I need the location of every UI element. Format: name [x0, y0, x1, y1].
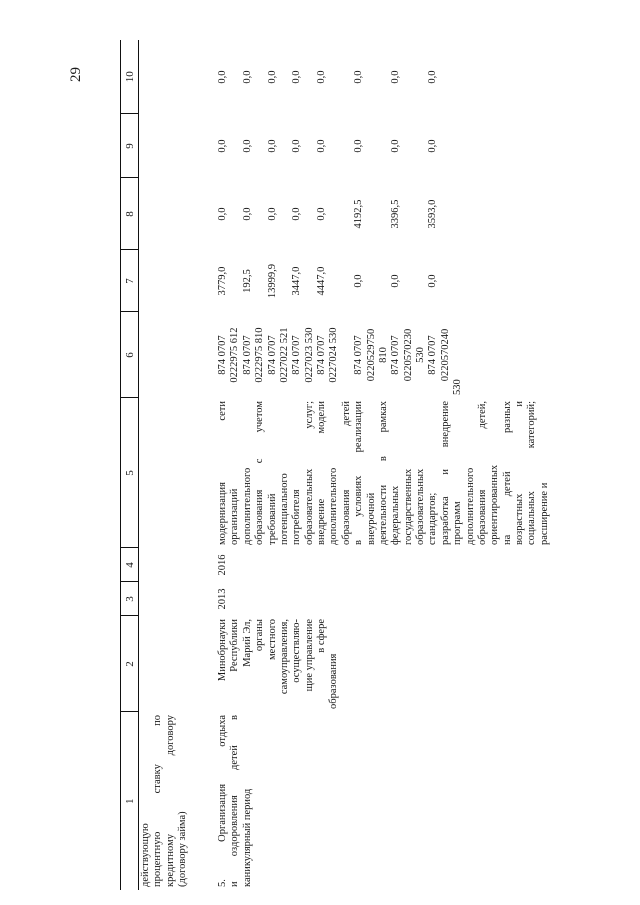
text-line: [452, 117, 464, 175]
text-line: ориентированных: [489, 464, 501, 545]
text-line: 0220570240: [439, 328, 451, 382]
text-line: [229, 253, 241, 309]
text-line: [341, 181, 353, 247]
text-line: социальных категорий;: [526, 401, 538, 545]
text-line: [304, 43, 316, 111]
text-line: [378, 43, 390, 111]
text-line: [229, 43, 241, 111]
text-line: самоуправления,: [278, 619, 290, 695]
text-line: на детей разных: [501, 401, 513, 545]
column-header-6: 6: [121, 312, 139, 398]
text-line: [415, 181, 427, 247]
column-header-3: 3: [121, 582, 139, 616]
text-line: 3593,0: [427, 199, 439, 229]
text-line: [440, 181, 452, 247]
text-line: дополнительного: [464, 467, 476, 545]
text-line: [279, 117, 291, 175]
text-line: [440, 117, 452, 175]
text-line: [341, 315, 353, 395]
text-line: образовательных услуг;: [303, 401, 315, 545]
text-line: [403, 43, 415, 111]
column-number-row: [121, 40, 139, 890]
column-header-8: 8: [121, 178, 139, 250]
text-line: [366, 253, 378, 309]
text-line: Республики: [229, 619, 241, 672]
column-header-2: 2: [121, 616, 139, 712]
text-line: [328, 181, 340, 247]
measure-description: [216, 398, 551, 548]
funding-col9: [216, 114, 551, 178]
text-line: в сфере: [316, 619, 327, 653]
text-line: 874 0707: [217, 335, 228, 375]
text-line: потребителя: [291, 489, 303, 545]
text-line: местного: [266, 619, 278, 660]
column-header-10: 10: [121, 40, 139, 114]
text-line: 0,0: [217, 70, 228, 84]
text-line: 0,0: [266, 70, 278, 84]
text-line: [452, 181, 464, 247]
text-line: 0,0: [241, 139, 253, 153]
text-line: 192,5: [241, 269, 253, 293]
text-line: 0227022 521: [278, 327, 290, 383]
text-line: 4447,0: [316, 266, 327, 296]
text-line: 13999,9: [266, 263, 278, 299]
text-line: организаций: [229, 488, 241, 545]
text-line: Минобрнауки: [217, 619, 228, 682]
column-header-7: 7: [121, 250, 139, 312]
funding-col10: [216, 40, 551, 114]
budget-classification-codes: [216, 312, 551, 398]
text-line: [229, 117, 241, 175]
responsible-executors: [216, 616, 551, 712]
text-line: [279, 43, 291, 111]
text-line: 0,0: [353, 274, 365, 288]
text-line: 0,0: [291, 70, 303, 84]
text-line: 874 0707: [390, 335, 402, 375]
text-line: [341, 43, 353, 111]
text-line: 3396,5: [390, 199, 402, 229]
text-line: [378, 253, 390, 309]
text-line: [403, 253, 415, 309]
text-line: 5. Организация отдыха: [217, 715, 228, 887]
text-line: осуществляю-: [291, 619, 303, 683]
text-line: 0,0: [291, 139, 303, 153]
text-line: [304, 181, 316, 247]
text-line: 530: [452, 379, 464, 395]
text-line: 0,0: [390, 139, 402, 153]
end-year: 2016: [217, 554, 228, 576]
text-line: программ: [452, 501, 464, 545]
text-line: внедрение модели: [316, 401, 327, 545]
text-line: [415, 253, 427, 309]
text-line: [403, 117, 415, 175]
text-line: дополнительного: [241, 467, 253, 545]
text-line: [328, 43, 340, 111]
text-line: 0220529750: [365, 328, 377, 382]
text-line: [328, 253, 340, 309]
funding-col7: [216, 250, 551, 312]
text-line: дополнительного: [328, 467, 340, 545]
text-line: 0,0: [241, 207, 253, 221]
text-line: в условиях реализации: [353, 401, 365, 545]
text-line: образования: [328, 653, 340, 709]
text-line: внеурочной: [365, 492, 377, 545]
text-line: 0,0: [266, 207, 278, 221]
text-line: 0,0: [241, 70, 253, 84]
text-line: [341, 253, 353, 309]
text-line: 3447,0: [291, 266, 303, 296]
text-line: 0,0: [427, 139, 439, 153]
text-line: 0227024 530: [328, 327, 340, 383]
column-header-5: 5: [121, 398, 139, 548]
text-line: 0,0: [291, 207, 303, 221]
text-line: [304, 253, 316, 309]
text-line: требований: [266, 493, 278, 545]
text-line: возрастных и: [514, 401, 525, 545]
text-line: [378, 117, 390, 175]
text-line: [415, 43, 427, 111]
text-line: и оздоровления детей в: [229, 715, 241, 887]
text-line: [229, 181, 241, 247]
text-line: [415, 117, 427, 175]
text-line: [254, 43, 266, 111]
text-line: 0227023 530: [303, 327, 315, 383]
text-line: [279, 253, 291, 309]
text-line: 3779,0: [217, 266, 228, 296]
text-line: 0,0: [427, 70, 439, 84]
text-line: образовательных: [415, 468, 426, 545]
text-line: потенциального: [278, 473, 290, 545]
text-line: [304, 117, 316, 175]
text-line: 0,0: [217, 139, 228, 153]
text-line: процентную ставку по: [152, 715, 164, 887]
text-line: [378, 181, 390, 247]
text-line: 874 0707: [266, 335, 278, 375]
text-line: 0,0: [390, 274, 402, 288]
text-line: [440, 43, 452, 111]
text-line: [341, 117, 353, 175]
text-line: 0220570230: [402, 328, 414, 382]
text-line: щие управление: [303, 619, 315, 692]
text-line: расширение и: [538, 482, 550, 545]
text-line: 0,0: [266, 139, 278, 153]
text-line: Марий Эл,: [241, 619, 253, 667]
text-line: разработка и внедрение: [439, 401, 451, 545]
text-line: 4192,5: [353, 199, 365, 229]
text-line: [279, 181, 291, 247]
text-line: образования с учетом: [254, 401, 266, 545]
text-line: 530: [415, 347, 426, 363]
text-line: 874 0707: [316, 335, 327, 375]
continuation-text: [139, 712, 217, 890]
text-line: действующую: [140, 823, 151, 887]
table-row-5: [216, 40, 551, 890]
text-line: [328, 117, 340, 175]
text-line: 0,0: [353, 139, 365, 153]
continuation-row: [139, 40, 217, 890]
text-line: 810: [377, 347, 389, 363]
text-line: государственных: [402, 468, 414, 545]
text-line: [254, 253, 266, 309]
text-line: [440, 253, 452, 309]
text-line: 874 0707: [427, 335, 439, 375]
text-line: 874 0707: [353, 335, 365, 375]
text-line: [452, 43, 464, 111]
start-year: 2013: [217, 588, 228, 610]
text-line: [366, 181, 378, 247]
column-header-1: 1: [121, 712, 139, 890]
measure-title: [216, 712, 551, 890]
text-line: кредитному договору: [164, 715, 176, 887]
funding-col8: [216, 178, 551, 250]
text-line: деятельности в рамках: [377, 401, 389, 545]
text-line: 0,0: [390, 70, 402, 84]
text-line: [254, 117, 266, 175]
column-header-4: 4: [121, 548, 139, 582]
text-line: 0222975 810: [254, 327, 266, 383]
text-line: 0,0: [316, 70, 327, 84]
text-line: образования детей: [340, 401, 352, 545]
text-line: федеральных: [390, 485, 402, 545]
text-line: [403, 181, 415, 247]
column-header-9: 9: [121, 114, 139, 178]
text-line: [366, 43, 378, 111]
text-line: [254, 181, 266, 247]
text-line: 0,0: [316, 207, 327, 221]
text-line: модернизация сети: [217, 401, 228, 545]
text-line: 0,0: [217, 207, 228, 221]
text-line: 0,0: [427, 274, 439, 288]
text-line: [452, 253, 464, 309]
text-line: 0,0: [316, 139, 327, 153]
text-line: органы: [254, 619, 266, 652]
page-number: 29: [68, 67, 84, 82]
text-line: 0,0: [353, 70, 365, 84]
text-line: 874 0707: [241, 335, 253, 375]
text-line: образования детей,: [476, 401, 488, 545]
text-line: каникулярный период: [241, 788, 253, 887]
text-line: [366, 117, 378, 175]
document-page: [120, 40, 550, 890]
text-line: (договору займа): [177, 811, 189, 887]
program-table: [120, 40, 551, 890]
text-line: стандартов;: [427, 492, 439, 545]
text-line: 0222975 612: [229, 327, 241, 383]
text-line: 874 0707: [291, 335, 303, 375]
